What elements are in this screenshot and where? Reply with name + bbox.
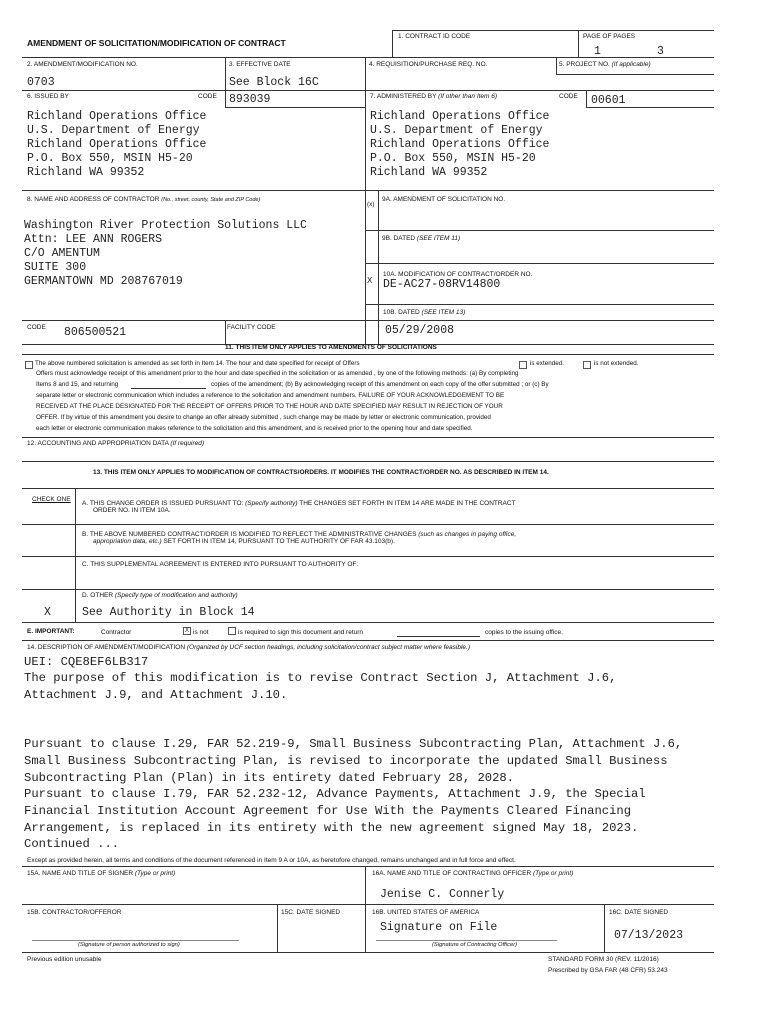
contractor-address-line: SUITE 300 xyxy=(24,261,87,274)
administered-by-address-line: Richland Operations Office xyxy=(370,138,550,151)
issued-by-code-label: CODE xyxy=(198,93,217,100)
officer-date-signed: 07/13/2023 xyxy=(614,929,684,942)
effective-date-value: See Block 16C xyxy=(229,76,319,89)
solicitation-amendment-label: 9A. AMENDMENT OF SOLICITATION NO. xyxy=(382,196,506,203)
dated-10b-label: 10B. DATED (SEE ITEM 13) xyxy=(383,309,466,316)
not-extended-checkbox[interactable] xyxy=(583,361,591,369)
issued-by-address-line: Richland Operations Office xyxy=(27,110,207,123)
amendment-no-value: 0703 xyxy=(27,76,55,89)
item-11-text-line: copies of the amendment; (b) By acknowledging receipt of this amendment on each copy of the offer submitted ; or (c) By xyxy=(211,381,549,388)
signer-name-label: 15A. NAME AND TITLE OF SIGNER (Type or print) xyxy=(27,870,176,877)
contractor-label: 8. NAME AND ADDRESS OF CONTRACTOR (No., street, county, State and ZIP Code) xyxy=(27,196,261,203)
project-no-label: 5. PROJECT NO. (If applicable) xyxy=(559,61,651,68)
total-pages: 3 xyxy=(657,45,664,58)
description-line: The purpose of this modification is to revise Contract Section J, Attachment J.6, xyxy=(24,671,617,685)
uei-line: UEI: CQE8EF6LB317 xyxy=(24,655,149,669)
previous-edition-note: Previous edition unusable xyxy=(27,956,102,963)
is-not-checkbox[interactable]: X xyxy=(184,628,189,634)
item-11-text-line: Offers must acknowledge receipt of this amendment prior to the hour and date specified in the solicitation or as amended , by one of the following methods: (a) By completing xyxy=(36,370,519,377)
option-b-text: B. THE ABOVE NUMBERED CONTRACT/ORDER IS MODIFIED TO REFLECT THE ADMINISTRATIVE CHANGES (such as changes in paying office, xyxy=(82,531,517,538)
copies-label: copies to the issuing office. xyxy=(485,629,563,636)
usa-label: 16B. UNITED STATES OF AMERICA xyxy=(372,909,480,916)
item-11-text-line: RECEIVED AT THE PLACE DESIGNATED FOR THE RECEIPT OF OFFERS PRIOR TO THE HOUR AND DATE SPECIFIED MAY RESULT IN REJECTION OF YOUR xyxy=(36,403,503,410)
contracting-officer-name: Jenise C. Connerly xyxy=(380,888,505,901)
check-one-label: CHECK ONE xyxy=(32,496,71,503)
contractor-offeror-label: 15B. CONTRACTOR/OFFEROR xyxy=(27,909,122,916)
description-line: Arrangement, is replaced in its entirety with the new agreement signed May 18, 2023. xyxy=(24,821,639,835)
option-d-value: See Authority in Block 14 xyxy=(82,606,255,619)
option-a-text-2: ORDER NO. IN ITEM 10A. xyxy=(93,507,171,514)
description-line: Pursuant to clause I.29, FAR 52.219-9, Small Business Subcontracting Plan, Attachment J.6, xyxy=(24,737,683,751)
issued-by-code: 893039 xyxy=(229,93,271,106)
item-13-heading: 13. THIS ITEM ONLY APPLIES TO MODIFICATION OF CONTRACTS/ORDERS. IT MODIFIES THE CONTRACT/ORDER NO. AS DESCRIBED IN ITEM 14. xyxy=(93,469,549,476)
requisition-label: 4. REQUISITION/PURCHASE REQ. NO. xyxy=(369,61,488,68)
description-line: Financial Institution Account Agreement for Use With the Payments Cleared Financing xyxy=(24,804,632,818)
issued-by-label: 6. ISSUED BY xyxy=(27,93,69,100)
contractor-address-line: Washington River Protection Solutions LLC xyxy=(24,219,307,232)
description-line: Attachment J.9, and Attachment J.10. xyxy=(24,688,288,702)
description-line: Continued ... xyxy=(24,837,120,851)
option-d-check-mark: X xyxy=(44,606,51,619)
contractor-address-line: GERMANTOWN MD 208767019 xyxy=(24,275,183,288)
standard-form-label: STANDARD FORM 30 (REV. 11/2016) xyxy=(548,956,659,963)
extended-label: is extended. xyxy=(530,360,564,367)
amended-checkbox[interactable] xyxy=(25,361,33,369)
page-of-pages-label: PAGE OF PAGES xyxy=(583,33,636,40)
administered-by-address-line: Richland WA 99352 xyxy=(370,166,488,179)
description-line: Small Business Subcontracting Plan, is revised to incorporate the updated Small Business xyxy=(24,754,668,768)
option-a-text: A. THIS CHANGE ORDER IS ISSUED PURSUANT TO: (Specify authority) THE CHANGES SET FORTH IN ITEM 14 ARE MADE IN THE CONTRACT xyxy=(82,500,516,507)
item-11-text-line: each letter or electronic communication makes reference to the solicitation and this amendment, and is received prior to the opening hour and date specified. xyxy=(36,425,473,432)
administered-by-code-label: CODE xyxy=(559,93,578,100)
extended-checkbox[interactable] xyxy=(519,361,527,369)
is-required-label: is required to sign this document and return xyxy=(238,629,364,636)
option-c-text: C. THIS SUPPLEMENTAL AGREEMENT IS ENTERED INTO PURSUANT TO AUTHORITY OF: xyxy=(82,561,359,568)
accounting-data-label: 12. ACCOUNTING AND APPROPRIATION DATA (If required) xyxy=(27,440,205,447)
item-10-check-mark: X xyxy=(367,276,373,285)
item-11-text-line: Items 8 and 15, and returning xyxy=(36,381,119,388)
prescribed-label: Prescribed by GSA FAR (48 CFR) 53.243 xyxy=(548,967,668,974)
form-title: AMENDMENT OF SOLICITATION/MODIFICATION OF CONTRACT xyxy=(27,38,286,48)
contractor-signature-caption: (Signature of person authorized to sign) xyxy=(78,942,180,948)
officer-date-signed-label: 16C. DATE SIGNED xyxy=(609,909,669,916)
page-number: 1 xyxy=(594,45,601,58)
effective-date-label: 3. EFFECTIVE DATE xyxy=(229,61,291,68)
issued-by-address-line: Richland Operations Office xyxy=(27,138,207,151)
description-line: Subcontracting Plan (Plan) in its entirety dated February 28, 2028. xyxy=(24,771,515,785)
administered-by-address-line: U.S. Department of Energy xyxy=(370,124,543,137)
administered-by-address-line: Richland Operations Office xyxy=(370,110,550,123)
signature-on-file: Signature on File xyxy=(380,921,498,934)
not-extended-label: is not extended. xyxy=(594,360,639,367)
administered-by-code: 00601 xyxy=(591,94,626,107)
modification-no-value: DE-AC27-08RV14800 xyxy=(383,278,501,291)
item-11-text-line: OFFER. If by virtue of this amendment you desire to change an offer already submitted , such change may be made by letter or electronic communication, provided xyxy=(36,414,491,421)
issued-by-address-line: U.S. Department of Energy xyxy=(27,124,200,137)
is-not-label: is not xyxy=(193,629,209,636)
officer-signature-caption: (Signature of Contracting Officer) xyxy=(432,942,518,948)
issued-by-address-line: Richland WA 99352 xyxy=(27,166,145,179)
description-line: Pursuant to clause I.79, FAR 52.232-12, Advance Payments, Attachment J.9, the Special xyxy=(24,787,646,801)
is-required-checkbox[interactable] xyxy=(228,627,236,635)
item-11-text-line: separate letter or electronic communication which includes a reference to the solicitation and amendment numbers. FAILURE OF YOUR ACKNOWLEDGEMENT TO BE xyxy=(36,392,505,399)
contractor-address-line: C/O AMENTUM xyxy=(24,247,100,260)
administered-by-address-line: P.O. Box 550, MSIN H5-20 xyxy=(370,152,536,165)
contracting-officer-name-label: 16A. NAME AND TITLE OF CONTRACTING OFFICER (Type or print) xyxy=(372,870,574,877)
contractor-code-label: CODE xyxy=(27,324,46,331)
administered-by-label: 7. ADMINISTERED BY (If other than Item 6) xyxy=(370,93,498,100)
dated-10b-value: 05/29/2008 xyxy=(385,324,455,337)
option-b-text-2: appropriation data, etc.) SET FORTH IN ITEM 14, PURSUANT TO THE AUTHORITY OF FAR 43.103(b). xyxy=(93,538,395,545)
contract-id-label: 1. CONTRACT ID CODE xyxy=(398,33,471,40)
contractor-date-signed-label: 15C. DATE SIGNED xyxy=(281,909,341,916)
dated-9b-label: 9B. DATED (SEE ITEM 11) xyxy=(382,235,461,242)
modification-no-label: 10A. MODIFICATION OF CONTRACT/ORDER NO. xyxy=(383,271,533,278)
option-d-label: D. OTHER (Specify type of modification and authority) xyxy=(82,592,238,599)
issued-by-address-line: P.O. Box 550, MSIN H5-20 xyxy=(27,152,193,165)
facility-code-label: FACILITY CODE xyxy=(227,324,276,331)
amendment-no-label: 2. AMENDMENT/MODIFICATION NO. xyxy=(27,61,138,68)
x-column-label: (x) xyxy=(367,201,375,208)
important-label: E. IMPORTANT: xyxy=(27,628,75,635)
description-label: 14. DESCRIPTION OF AMENDMENT/MODIFICATION (Organized by UCF section headings, including solicitation/contract subject matter where feasible.) xyxy=(27,644,471,651)
contractor-word: Contractor xyxy=(101,629,132,636)
except-provided-line: Except as provided herein, all terms and conditions of the document referenced in Item 9 A or 10A, as heretofore changed, remains unchanged and in full force and effect. xyxy=(27,857,516,864)
item-11-text-line: The above numbered solicitation is amended as set forth in Item 14. The hour and date specified for receipt of Offers xyxy=(35,360,360,367)
item-11-heading: 11. THIS ITEM ONLY APPLIES TO AMENDMENTS OF SOLICITATIONS xyxy=(225,344,437,351)
contractor-address-line: Attn: LEE ANN ROGERS xyxy=(24,233,163,246)
contractor-code-value: 806500521 xyxy=(64,326,127,339)
